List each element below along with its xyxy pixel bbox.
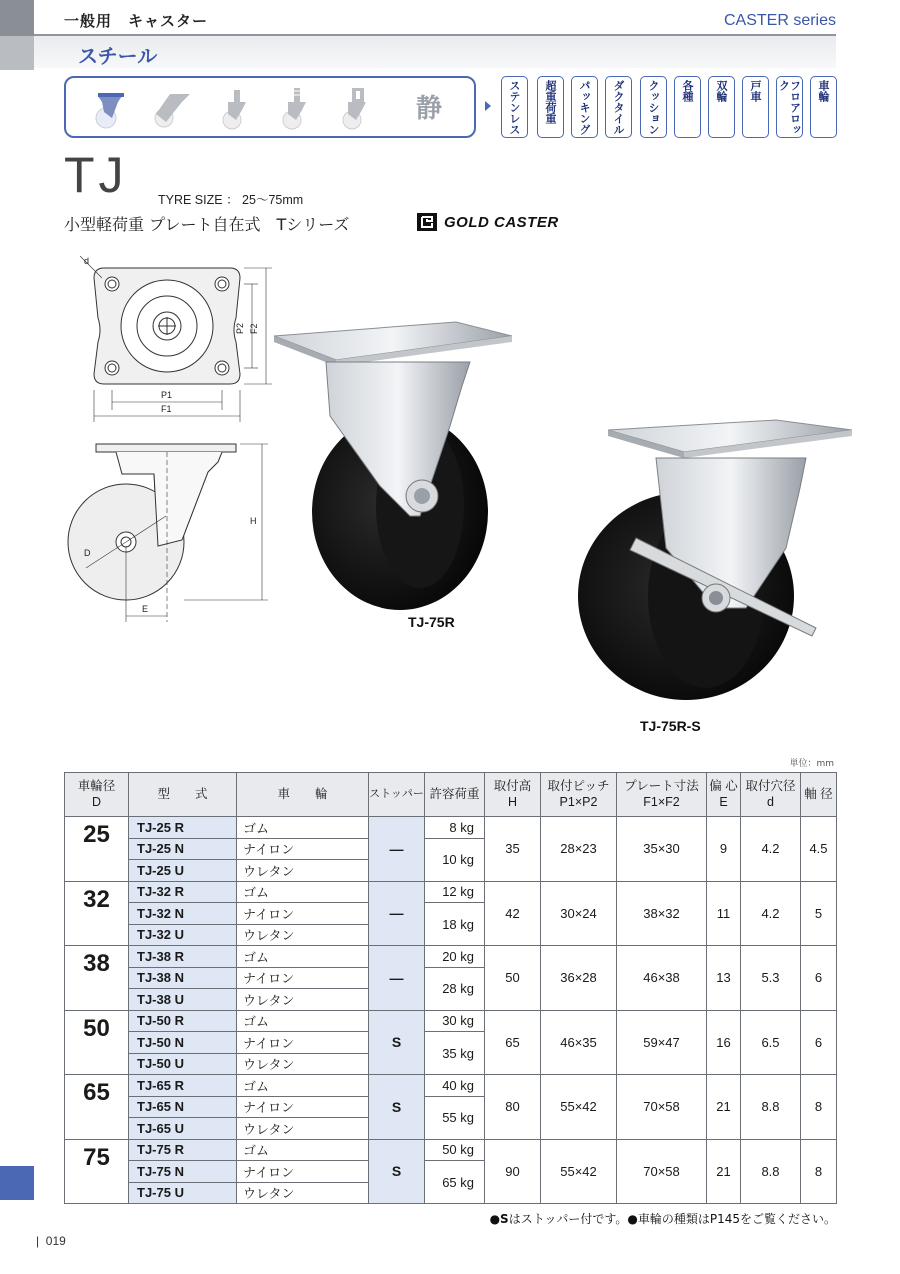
col-header-pitch: 取付ピッチ P1×P2: [541, 773, 617, 817]
model-cell: TJ-50 U: [129, 1053, 237, 1075]
side-index-tab: [0, 1166, 34, 1200]
model-cell: TJ-65 N: [129, 1096, 237, 1118]
page-category: 一般用 キャスター: [64, 12, 209, 30]
wheel-type-cell: ウレタン: [237, 989, 369, 1011]
load-cell: 30 kg: [425, 1010, 485, 1032]
brand-logo: [416, 212, 559, 232]
hole-cell: 4.2: [741, 881, 801, 946]
plate-rigid-icon[interactable]: [152, 88, 192, 130]
wheel-type-cell: ゴム: [237, 881, 369, 903]
axle-cell: 8: [801, 1075, 837, 1140]
plate-cell: 70×58: [617, 1075, 707, 1140]
offset-cell: 11: [707, 881, 741, 946]
hole-cell: 6.5: [741, 1010, 801, 1075]
hole-cell: 8.8: [741, 1139, 801, 1204]
model-cell: TJ-32 U: [129, 924, 237, 946]
brand-name: GOLD CASTER: [444, 213, 559, 231]
axle-cell: 4.5: [801, 817, 837, 882]
stopper-cell: —: [369, 881, 425, 946]
model-cell: TJ-25 N: [129, 838, 237, 860]
wheel-diameter-cell: 32: [65, 881, 129, 946]
tab-wheel[interactable]: 車輪: [810, 76, 837, 138]
page-number: | 019: [36, 1234, 66, 1248]
height-cell: 80: [485, 1075, 541, 1140]
wheel-type-cell: ゴム: [237, 1075, 369, 1097]
wheel-type-cell: ウレタン: [237, 924, 369, 946]
wheel-diameter-cell: 65: [65, 1075, 129, 1140]
gold-caster-logo-icon: [416, 212, 438, 232]
dim-label-p2: P2: [235, 322, 245, 334]
wheel-type-cell: ゴム: [237, 946, 369, 968]
load-cell: 55 kg: [425, 1096, 485, 1139]
tab-heavy-duty[interactable]: 超重荷重: [537, 76, 564, 138]
axle-cell: 5: [801, 881, 837, 946]
model-cell: TJ-38 U: [129, 989, 237, 1011]
offset-cell: 21: [707, 1139, 741, 1204]
spec-table: [64, 772, 837, 1204]
col-header-dia: 車輪径 D: [65, 773, 129, 817]
col-header-offset: 偏 心 E: [707, 773, 741, 817]
arrow-right-icon: [485, 101, 491, 111]
model-cell: TJ-75 U: [129, 1182, 237, 1204]
product-code: TJ: [64, 147, 128, 203]
wheel-type-cell: ゴム: [237, 1010, 369, 1032]
photo-label-tj-75r: TJ-75R: [408, 614, 455, 630]
tab-stainless[interactable]: ステンレス: [501, 76, 528, 138]
caster-photo-tj-75r-s: [566, 418, 856, 702]
photo-label-tj-75r-s: TJ-75R-S: [640, 718, 701, 734]
col-header-stopper: ストッパー: [369, 773, 425, 817]
wheel-type-cell: ゴム: [237, 1139, 369, 1161]
model-cell: TJ-65 R: [129, 1075, 237, 1097]
offset-cell: 9: [707, 817, 741, 882]
hole-cell: 4.2: [741, 817, 801, 882]
stem-threaded-icon[interactable]: [276, 88, 316, 130]
stopper-cell: —: [369, 946, 425, 1011]
tab-various[interactable]: 各種: [674, 76, 701, 138]
section-title: スチール: [78, 44, 158, 68]
wheel-diameter-cell: 75: [65, 1139, 129, 1204]
plate-cell: 46×38: [617, 946, 707, 1011]
tab-ductile[interactable]: ダクタイル: [605, 76, 632, 138]
height-cell: 35: [485, 817, 541, 882]
load-cell: 28 kg: [425, 967, 485, 1010]
stopper-cell: S: [369, 1010, 425, 1075]
stopper-cell: S: [369, 1075, 425, 1140]
model-cell: TJ-32 N: [129, 903, 237, 925]
model-cell: TJ-65 U: [129, 1118, 237, 1140]
pitch-cell: 36×28: [541, 946, 617, 1011]
stem-bracket-icon[interactable]: [336, 88, 376, 130]
caster-photo-tj-75r: [270, 316, 520, 616]
pitch-cell: 46×35: [541, 1010, 617, 1075]
plate-cell: 70×58: [617, 1139, 707, 1204]
height-cell: 50: [485, 946, 541, 1011]
mount-type-selector: [64, 76, 476, 138]
tyre-size: TYRE SIZE ： 25～75mm: [158, 193, 304, 207]
col-header-load: 許容荷重: [425, 773, 485, 817]
stopper-cell: S: [369, 1139, 425, 1204]
load-cell: 10 kg: [425, 838, 485, 881]
dim-label-p1: P1: [161, 390, 173, 400]
load-cell: 35 kg: [425, 1032, 485, 1075]
table-row: [65, 1010, 837, 1032]
wheel-type-cell: ナイロン: [237, 1096, 369, 1118]
height-cell: 65: [485, 1010, 541, 1075]
table-row: [65, 817, 837, 839]
load-cell: 8 kg: [425, 817, 485, 839]
tab-twin-wheel[interactable]: 双輪: [708, 76, 735, 138]
load-cell: 12 kg: [425, 881, 485, 903]
table-row: [65, 946, 837, 968]
offset-cell: 16: [707, 1010, 741, 1075]
plate-swivel-icon[interactable]: [92, 88, 132, 130]
axle-cell: 6: [801, 946, 837, 1011]
tab-door-roller[interactable]: 戸車: [742, 76, 769, 138]
wheel-type-cell: ウレタン: [237, 1182, 369, 1204]
static-mount-label[interactable]: 静: [416, 94, 443, 124]
wheel-type-cell: ウレタン: [237, 860, 369, 882]
wheel-diameter-cell: 50: [65, 1010, 129, 1075]
product-subtitle: 小型軽荷重 プレート自在式 Tシリーズ: [64, 215, 350, 234]
model-cell: TJ-50 R: [129, 1010, 237, 1032]
pitch-cell: 55×42: [541, 1075, 617, 1140]
wheel-diameter-cell: 25: [65, 817, 129, 882]
col-header-axle: 軸 径: [801, 773, 837, 817]
tab-cushion[interactable]: クッション: [640, 76, 667, 138]
dim-label-d: d: [84, 256, 90, 266]
stem-icon[interactable]: [216, 88, 256, 130]
model-cell: TJ-38 N: [129, 967, 237, 989]
wheel-type-cell: ゴム: [237, 817, 369, 839]
pitch-cell: 28×23: [541, 817, 617, 882]
model-cell: TJ-75 N: [129, 1161, 237, 1183]
table-header-row: [65, 773, 837, 817]
model-cell: TJ-25 U: [129, 860, 237, 882]
dim-label-dd: D: [84, 548, 91, 558]
load-cell: 20 kg: [425, 946, 485, 968]
stopper-cell: —: [369, 817, 425, 882]
table-row: [65, 1139, 837, 1161]
pitch-cell: 55×42: [541, 1139, 617, 1204]
wheel-type-cell: ナイロン: [237, 1161, 369, 1183]
corner-block: [0, 0, 34, 70]
hole-cell: 5.3: [741, 946, 801, 1011]
col-header-plate: プレート寸法 F1×F2: [617, 773, 707, 817]
dim-label-f1: F1: [161, 404, 172, 414]
wheel-type-cell: ナイロン: [237, 903, 369, 925]
offset-cell: 21: [707, 1075, 741, 1140]
tab-packing[interactable]: パッキング: [571, 76, 598, 138]
col-header-height: 取付高 H: [485, 773, 541, 817]
wheel-type-cell: ナイロン: [237, 967, 369, 989]
col-header-model: 型 式: [129, 773, 237, 817]
wheel-type-cell: ウレタン: [237, 1118, 369, 1140]
model-cell: TJ-75 R: [129, 1139, 237, 1161]
wheel-diameter-cell: 38: [65, 946, 129, 1011]
load-cell: 18 kg: [425, 903, 485, 946]
col-header-wheel: 車 輪: [237, 773, 369, 817]
axle-cell: 6: [801, 1010, 837, 1075]
axle-cell: 8: [801, 1139, 837, 1204]
table-row: [65, 1075, 837, 1097]
hole-cell: 8.8: [741, 1075, 801, 1140]
technical-drawing: [62, 250, 292, 630]
page-series: CASTER series: [723, 12, 836, 29]
model-cell: TJ-25 R: [129, 817, 237, 839]
plate-cell: 59×47: [617, 1010, 707, 1075]
dim-label-f2: F2: [249, 323, 259, 334]
height-cell: 42: [485, 881, 541, 946]
load-cell: 40 kg: [425, 1075, 485, 1097]
model-cell: TJ-32 R: [129, 881, 237, 903]
unit-note: 単位：mm: [789, 759, 834, 769]
model-cell: TJ-38 R: [129, 946, 237, 968]
load-cell: 65 kg: [425, 1161, 485, 1204]
wheel-type-cell: ウレタン: [237, 1053, 369, 1075]
wheel-type-cell: ナイロン: [237, 838, 369, 860]
wheel-type-cell: ナイロン: [237, 1032, 369, 1054]
table-row: [65, 881, 837, 903]
dim-label-e: E: [142, 604, 149, 614]
height-cell: 90: [485, 1139, 541, 1204]
model-cell: TJ-50 N: [129, 1032, 237, 1054]
offset-cell: 13: [707, 946, 741, 1011]
dim-label-h: H: [250, 516, 257, 526]
load-cell: 50 kg: [425, 1139, 485, 1161]
plate-cell: 38×32: [617, 881, 707, 946]
pitch-cell: 30×24: [541, 881, 617, 946]
plate-cell: 35×30: [617, 817, 707, 882]
tab-floor-lock[interactable]: フロアロック: [776, 76, 803, 138]
footnote: ●Sはストッパー付です。●車輪の種類はP145をご覧ください。: [489, 1212, 836, 1226]
col-header-hole: 取付穴径 d: [741, 773, 801, 817]
